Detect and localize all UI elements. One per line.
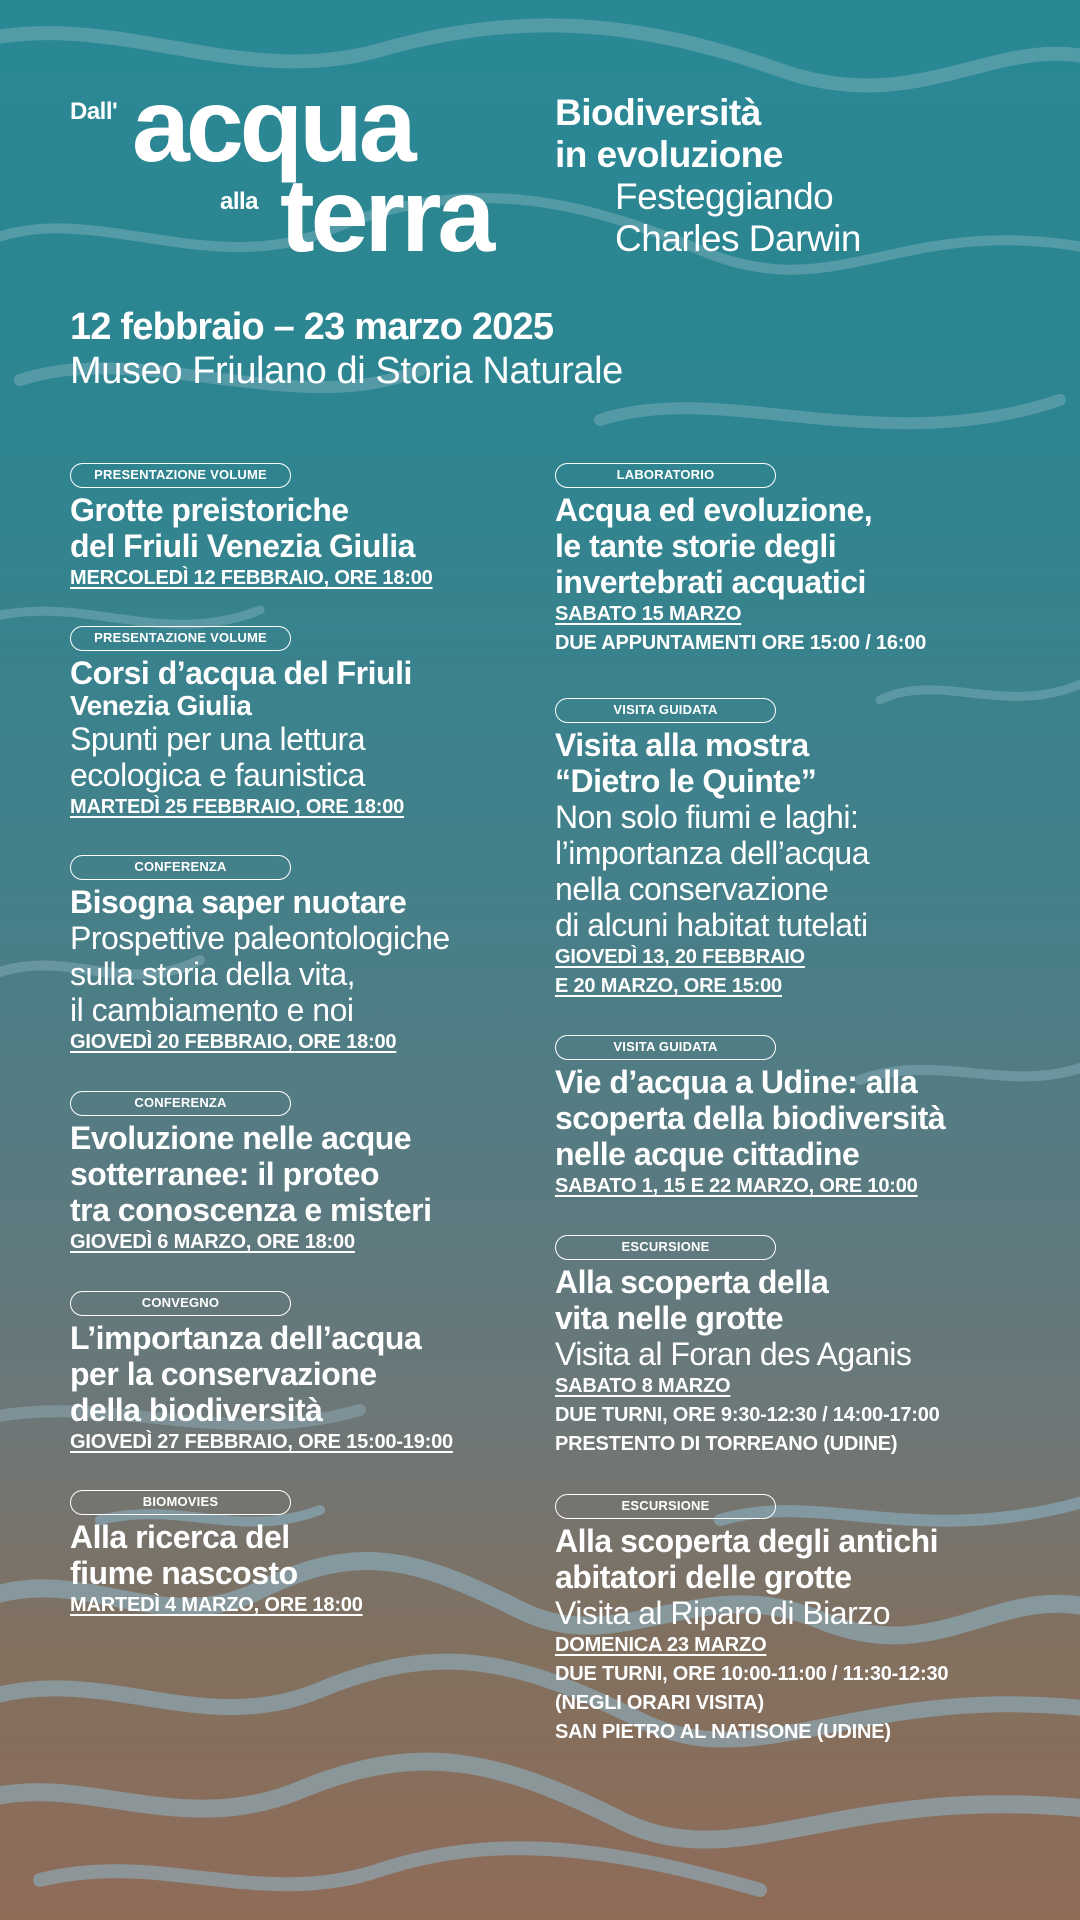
event-title-line: invertebrati acquatici: [555, 564, 866, 600]
exhibition-logo: [70, 68, 530, 274]
event-block: [555, 1035, 1055, 1201]
event-title-line: della biodiversità: [70, 1392, 323, 1428]
event-date-line: SABATO 8 MARZO: [555, 1375, 731, 1397]
event-title: [70, 884, 540, 920]
event-date-line: MERCOLEDÌ 12 FEBBRAIO, ORE 18:00: [70, 567, 433, 589]
event-description: [555, 1595, 1055, 1631]
subtitle-line: Biodiversità: [555, 92, 761, 133]
event-description-line: di alcuni habitat tutelati: [555, 907, 868, 943]
event-date-line: GIOVEDÌ 27 FEBBRAIO, ORE 15:00-19:00: [70, 1431, 453, 1453]
event-description-line: Prospettive paleontologiche: [70, 920, 450, 956]
event-detail-line: (NEGLI ORARI VISITA): [555, 1692, 764, 1714]
event-date: [70, 564, 540, 593]
tagline-line: Festeggiando: [615, 176, 834, 217]
event-category-tag: PRESENTAZIONE VOLUME: [70, 463, 291, 488]
event-date: [70, 793, 540, 822]
event-detail-line: DUE APPUNTAMENTI ORE 15:00 / 16:00: [555, 632, 927, 654]
subtitle-line: in evoluzione: [555, 134, 783, 175]
subtitle-block: [555, 92, 1055, 260]
event-title: [70, 655, 540, 691]
event-title-line: fiume nascosto: [70, 1555, 298, 1591]
event-title-line: Acqua ed evoluzione,: [555, 492, 873, 528]
event-description-line: l’importanza dell’acqua: [555, 835, 870, 871]
event-description-line: ecologica e faunistica: [70, 757, 365, 793]
event-block: [555, 463, 1055, 658]
event-description-line: nella conservazione: [555, 871, 829, 907]
event-category-tag: VISITA GUIDATA: [555, 698, 776, 723]
event-block: [70, 626, 540, 822]
event-title-line: L’importanza dell’acqua: [70, 1320, 422, 1356]
event-title-line: nelle acque cittadine: [555, 1136, 860, 1172]
event-date: [555, 600, 1055, 629]
event-block: [555, 1494, 1055, 1747]
event-block: [555, 1235, 1055, 1459]
event-date: [555, 943, 1055, 1001]
event-category-tag: PRESENTAZIONE VOLUME: [70, 626, 291, 651]
logo-terra: terra: [280, 158, 492, 274]
event-title-line: Evoluzione nelle acque: [70, 1120, 412, 1156]
event-date-line: GIOVEDÌ 13, 20 FEBBRAIO: [555, 946, 805, 968]
event-title-line: le tante storie degli: [555, 528, 837, 564]
event-title-line: abitatori delle grotte: [555, 1559, 852, 1595]
event-description-line: Spunti per una lettura: [70, 721, 365, 757]
event-date-line: E 20 MARZO, ORE 15:00: [555, 975, 782, 997]
event-date-line: MARTEDÌ 4 MARZO, ORE 18:00: [70, 1594, 363, 1616]
event-block: [555, 698, 1055, 1001]
event-description-line: Visita al Riparo di Biarzo: [555, 1595, 891, 1631]
event-title-line: sotterranee: il proteo: [70, 1156, 380, 1192]
event-title-line: del Friuli Venezia Giulia: [70, 528, 415, 564]
logo-alla: alla: [220, 188, 259, 215]
event-detail-line: SAN PIETRO AL NATISONE (UDINE): [555, 1721, 891, 1743]
event-description: [70, 721, 540, 793]
event-title-line: Grotte preistoriche: [70, 492, 349, 528]
event-description-line: Visita al Foran des Aganis: [555, 1336, 912, 1372]
date-range: 12 febbraio – 23 marzo 2025: [70, 306, 554, 348]
event-category-tag: ESCURSIONE: [555, 1235, 776, 1260]
event-title: [70, 492, 540, 564]
event-date-line: SABATO 1, 15 E 22 MARZO, ORE 10:00: [555, 1175, 918, 1197]
logo-dall: Dall': [70, 98, 118, 125]
event-title-line: Corsi d’acqua del Friuli: [70, 655, 412, 691]
event-detail-line: DUE TURNI, ORE 10:00-11:00 / 11:30-12:30: [555, 1663, 949, 1685]
event-title: [70, 1320, 540, 1428]
event-date-line: MARTEDÌ 25 FEBBRAIO, ORE 18:00: [70, 796, 405, 818]
event-title: [70, 691, 540, 721]
event-category-tag: CONFERENZA: [70, 1091, 291, 1116]
event-title-line: Alla ricerca del: [70, 1519, 290, 1555]
event-category-tag: LABORATORIO: [555, 463, 776, 488]
event-title-line: Venezia Giulia: [70, 690, 252, 721]
logo-acqua: acqua: [132, 68, 413, 184]
event-block: [70, 855, 540, 1057]
event-category-tag: VISITA GUIDATA: [555, 1035, 776, 1060]
event-date: [70, 1228, 540, 1257]
event-date: [70, 1028, 540, 1057]
event-date-line: GIOVEDÌ 20 FEBBRAIO, ORE 18:00: [70, 1031, 397, 1053]
event-category-tag: CONVEGNO: [70, 1291, 291, 1316]
event-date-line: DOMENICA 23 MARZO: [555, 1634, 767, 1656]
event-date-line: GIOVEDÌ 6 MARZO, ORE 18:00: [70, 1231, 355, 1253]
event-title: [555, 492, 1055, 600]
event-title: [555, 1523, 1055, 1595]
event-detail: [555, 1401, 1055, 1459]
event-title-line: vita nelle grotte: [555, 1300, 783, 1336]
event-block: [70, 1091, 540, 1257]
event-title-line: per la conservazione: [70, 1356, 377, 1392]
event-date: [70, 1591, 540, 1620]
event-title-line: Visita alla mostra: [555, 727, 809, 763]
event-title-line: tra conoscenza e misteri: [70, 1192, 432, 1228]
event-block: [70, 1291, 540, 1457]
event-category-tag: ESCURSIONE: [555, 1494, 776, 1519]
event-description: [70, 920, 540, 1028]
event-description: [555, 799, 1055, 943]
event-title: [70, 1519, 540, 1591]
event-title-line: Alla scoperta della: [555, 1264, 829, 1300]
event-description: [555, 1336, 1055, 1372]
event-description-line: il cambiamento e noi: [70, 992, 354, 1028]
event-title-line: Alla scoperta degli antichi: [555, 1523, 939, 1559]
event-detail: [555, 1660, 1055, 1747]
event-category-tag: BIOMOVIES: [70, 1490, 291, 1515]
event-title-line: scoperta della biodiversità: [555, 1100, 946, 1136]
event-detail-line: DUE TURNI, ORE 9:30-12:30 / 14:00-17:00: [555, 1404, 940, 1426]
event-description-line: Non solo fiumi e laghi:: [555, 799, 859, 835]
event-block: [70, 463, 540, 593]
event-description-line: sulla storia della vita,: [70, 956, 356, 992]
event-date: [555, 1631, 1055, 1660]
event-category-tag: CONFERENZA: [70, 855, 291, 880]
event-title: [555, 1264, 1055, 1336]
event-detail-line: PRESTENTO DI TORREANO (UDINE): [555, 1433, 898, 1455]
event-date: [555, 1372, 1055, 1401]
venue-name: Museo Friulano di Storia Naturale: [70, 350, 623, 392]
event-title-line: Vie d’acqua a Udine: alla: [555, 1064, 918, 1100]
event-block: [70, 1490, 540, 1620]
event-title: [555, 727, 1055, 799]
event-title: [555, 1064, 1055, 1172]
event-title: [70, 1120, 540, 1228]
event-date: [70, 1428, 540, 1457]
dates-venue: [70, 305, 623, 393]
event-date: [555, 1172, 1055, 1201]
tagline-line: Charles Darwin: [615, 218, 861, 259]
event-title-line: Bisogna saper nuotare: [70, 884, 407, 920]
event-title-line: “Dietro le Quinte”: [555, 763, 817, 799]
event-detail: [555, 629, 1055, 658]
event-date-line: SABATO 15 MARZO: [555, 603, 742, 625]
